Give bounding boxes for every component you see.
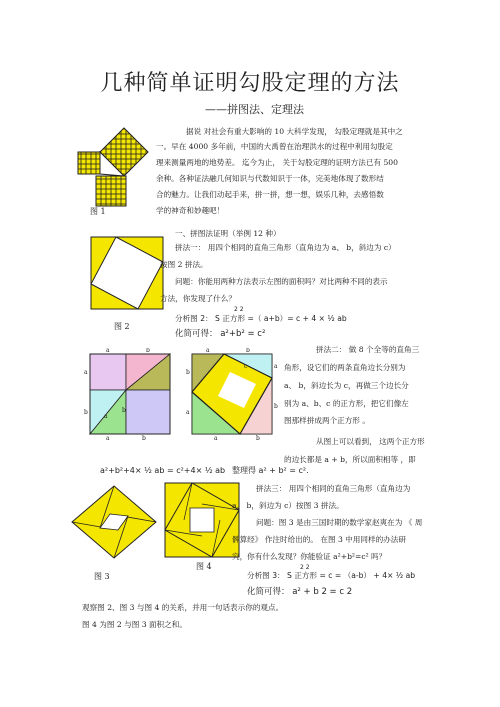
- label-b-left: b: [186, 369, 190, 376]
- label-c-inner: c: [244, 363, 248, 370]
- method-2-line-5: 图那样拼成两个正方形 。: [284, 416, 370, 425]
- analysis-2-superscripts: 2 2: [234, 306, 244, 313]
- simplify-3-formula: 化简可得： a² + b 2 = c 2: [247, 587, 353, 597]
- method-2-line-4: 别为 a、b、c 的正方形，把它们像左: [284, 399, 409, 408]
- label-b-inner: b: [122, 407, 126, 414]
- intro-line-5: 合的魅力。让我们动起手来，拼一拼，想一想，娱乐几种，去感悟数: [156, 190, 384, 199]
- intro-line-2: 一。早在 4000 多年前，中国的大禹曾在治理洪水的过程中利用勾股定: [156, 142, 393, 151]
- page-title: 几种简单证明勾股定理的方法: [100, 71, 400, 96]
- small-square-a: [78, 152, 100, 174]
- closing-line-2: 图 4 为图 2 与图 3 面积之和。: [82, 620, 187, 629]
- label-b-top: b: [246, 348, 250, 354]
- figure-4-square: [164, 482, 240, 558]
- figure-3-label: 图 3: [94, 572, 110, 581]
- figure-1-grid-squares: [76, 124, 156, 216]
- label-b-left: b: [84, 409, 88, 416]
- center-square: [190, 508, 214, 532]
- label-a-top: a: [106, 348, 110, 354]
- closing-line-1: 观察图 2、图 3 与图 4 的关系，并用一句话表示你的观点。: [82, 603, 284, 612]
- figure-2-label: 图 2: [114, 322, 130, 331]
- method-3-line-4: 髀算经》 作注时给出的。 在图 3 中用同样的办法研: [232, 535, 406, 544]
- equation-2-simplified: 整理得 a² + b² = c².: [232, 466, 309, 475]
- question-1-line-2: 方法，你发现了什么？: [160, 294, 236, 303]
- method-2-line-3: a、 b，斜边长为 c，再做三个边长分: [284, 381, 409, 390]
- page-subtitle: ——拼图法、定理法: [205, 103, 304, 116]
- intro-line-3: 理来测量两地的地势差。 迄今为止， 关于勾股定理的证明方法已有 500: [156, 158, 398, 167]
- question-1-line-1: 问题：你能用两种方法表示左图的面积吗？对比两种不同的表示: [175, 277, 388, 286]
- figure-5-right-square: [186, 348, 278, 440]
- method-2-line-2: 角形，设它们的两条直角边长分别为: [284, 363, 406, 372]
- intro-line-6: 学的神奇和妙趣吧！: [156, 206, 225, 215]
- label-a-left: a: [186, 409, 190, 416]
- method-3-line-5: 究，你有什么发现？你能验证 a²+b²=c² 吗？: [232, 552, 387, 561]
- figure-3-pinwheel: [70, 484, 158, 560]
- figure-1-label: 图 1: [90, 207, 106, 216]
- label-b-top: b: [146, 348, 150, 354]
- label-a-left: a: [84, 369, 88, 376]
- equation-2: a²+b²+4× ½ ab = c²+4× ½ ab: [100, 466, 226, 475]
- label-a-bottom: a: [214, 435, 218, 440]
- analysis-2-formula: 分析图 2： S 正方形 =（ a+b）= c + 4 × ½ ab: [175, 314, 347, 323]
- simplify-2-formula: 化简可得： a²+b² = c²: [175, 329, 266, 339]
- figure-5-left-square: [84, 348, 176, 440]
- method-2-line-1: 拼法二： 做 8 个全等的直角三: [316, 345, 420, 354]
- section-1-heading: 一、拼图法证明（举例 12 种）: [175, 229, 281, 238]
- method-3-line-2: a、 b，斜边为 c）按图 3 拼法。: [232, 501, 344, 510]
- figure-2-square: [90, 236, 164, 310]
- label-a-inner: a: [104, 413, 108, 420]
- analysis-3-formula: 分析图 3： S 正方形 = c = （a-b） + 4× ½ ab: [247, 571, 416, 580]
- method-2-line-7: 从图上可以看到， 这两个正方形: [316, 437, 425, 446]
- analysis-3-superscripts: 2 2: [300, 564, 310, 571]
- method-1-line-2: 按图 2 拼法。: [160, 260, 208, 269]
- label-b-right: b: [274, 403, 278, 410]
- label-a-right: a: [274, 363, 278, 370]
- medium-square-b: [96, 176, 126, 206]
- intro-line-4: 余种。各种证法融几何知识与代数知识于一体，完美地体现了数形结: [156, 174, 384, 183]
- intro-line-1: 据说 对社会有重大影响的 10 大科学发现， 勾股定理就是其中之: [186, 127, 403, 136]
- label-a-bottom: a: [106, 435, 110, 440]
- label-a-top: a: [206, 348, 210, 354]
- method-3-line-3: 问题：图 3 是由三国时期的数学家赵爽在为 《 周: [256, 518, 423, 527]
- method-2-line-8: 的边长都是 a + b，所以面积相等 ，即: [284, 455, 416, 464]
- method-3-line-1: 拼法三： 用四个相同的直角三角形（直角边为: [256, 484, 411, 493]
- method-1-line-1: 拼法一： 用四个相同的直角三角形（直角边为 a、 b，斜边为 c）: [175, 243, 396, 252]
- label-b-bottom: b: [142, 435, 146, 440]
- figure-4-label: 图 4: [196, 562, 212, 571]
- label-b-bottom: b: [256, 435, 260, 440]
- square-a-region: [90, 354, 126, 390]
- square-b-region: [126, 390, 170, 434]
